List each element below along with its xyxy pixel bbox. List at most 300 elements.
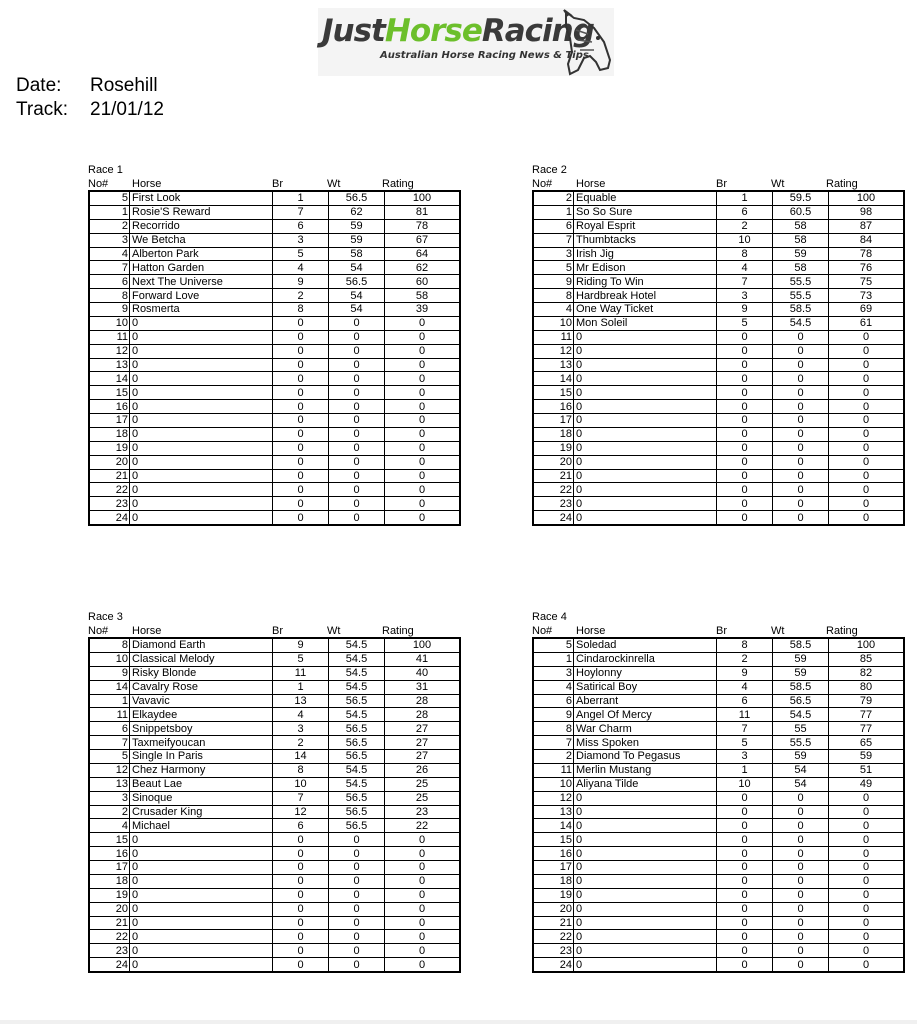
table-row <box>89 833 460 847</box>
cell-weight: 59 <box>773 652 829 666</box>
table-row <box>533 441 904 455</box>
table-row <box>89 386 460 400</box>
table-row <box>533 303 904 317</box>
cell-rating: 22 <box>385 819 461 833</box>
cell-no: 22 <box>89 483 130 497</box>
cell-no: 15 <box>89 386 130 400</box>
cell-no: 23 <box>89 944 130 958</box>
column-header-no: No# <box>532 625 553 637</box>
cell-rating: 0 <box>829 944 905 958</box>
cell-horse: Snippetsboy <box>130 722 273 736</box>
cell-barrier: 1 <box>273 680 329 694</box>
cell-barrier: 0 <box>717 930 773 944</box>
cell-barrier: 0 <box>717 497 773 511</box>
cell-rating: 0 <box>829 455 905 469</box>
cell-rating: 0 <box>829 805 905 819</box>
cell-rating: 78 <box>829 247 905 261</box>
cell-horse: One Way Ticket <box>574 303 717 317</box>
cell-horse: Miss Spoken <box>574 736 717 750</box>
cell-no: 3 <box>89 233 130 247</box>
cell-no: 10 <box>89 316 130 330</box>
cell-rating: 0 <box>829 372 905 386</box>
cell-horse: 0 <box>574 344 717 358</box>
cell-weight: 55.5 <box>773 275 829 289</box>
table-row <box>533 805 904 819</box>
cell-no: 3 <box>533 247 574 261</box>
cell-no: 22 <box>89 930 130 944</box>
table-row <box>89 469 460 483</box>
cell-rating: 0 <box>385 847 461 861</box>
cell-weight: 55.5 <box>773 289 829 303</box>
cell-barrier: 0 <box>273 847 329 861</box>
cell-rating: 0 <box>385 414 461 428</box>
cell-weight: 56.5 <box>329 191 385 205</box>
cell-no: 7 <box>533 736 574 750</box>
cell-horse: 0 <box>130 874 273 888</box>
cell-horse: Vavavic <box>130 694 273 708</box>
cell-barrier: 0 <box>717 791 773 805</box>
cell-no: 9 <box>89 666 130 680</box>
cell-rating: 25 <box>385 777 461 791</box>
cell-barrier: 0 <box>273 483 329 497</box>
cell-weight: 59 <box>773 666 829 680</box>
cell-no: 13 <box>89 358 130 372</box>
table-row <box>89 722 460 736</box>
cell-no: 22 <box>533 483 574 497</box>
table-row <box>89 205 460 219</box>
cell-weight: 54 <box>773 777 829 791</box>
cell-horse: 0 <box>130 930 273 944</box>
cell-rating: 61 <box>829 316 905 330</box>
table-row <box>89 344 460 358</box>
race-label: Race 3 <box>88 611 123 623</box>
cell-weight: 54 <box>329 261 385 275</box>
cell-barrier: 0 <box>717 888 773 902</box>
cell-horse: Chez Harmony <box>130 763 273 777</box>
cell-weight: 54.5 <box>773 708 829 722</box>
cell-barrier: 6 <box>273 819 329 833</box>
cell-rating: 0 <box>385 861 461 875</box>
cell-weight: 54.5 <box>329 666 385 680</box>
table-row <box>89 289 460 303</box>
table-row <box>533 205 904 219</box>
cell-weight: 0 <box>773 400 829 414</box>
cell-rating: 26 <box>385 763 461 777</box>
cell-horse: Thumbtacks <box>574 233 717 247</box>
table-row <box>533 427 904 441</box>
table-row <box>533 944 904 958</box>
cell-no: 7 <box>89 261 130 275</box>
track-value: 21/01/12 <box>90 99 164 120</box>
cell-no: 14 <box>89 680 130 694</box>
cell-horse: Beaut Lae <box>130 777 273 791</box>
cell-weight: 0 <box>773 888 829 902</box>
cell-weight: 54.5 <box>329 680 385 694</box>
cell-barrier: 0 <box>273 511 329 525</box>
cell-barrier: 10 <box>717 233 773 247</box>
cell-horse: Irish Jig <box>574 247 717 261</box>
cell-horse: Recorrido <box>130 219 273 233</box>
column-header-rating: Rating <box>826 625 858 637</box>
cell-no: 15 <box>89 833 130 847</box>
cell-rating: 79 <box>829 694 905 708</box>
cell-barrier: 9 <box>717 666 773 680</box>
cell-no: 23 <box>89 497 130 511</box>
table-row <box>89 400 460 414</box>
cell-rating: 0 <box>829 861 905 875</box>
table-row <box>533 289 904 303</box>
table-row <box>89 958 460 972</box>
cell-barrier: 0 <box>717 861 773 875</box>
cell-weight: 0 <box>329 414 385 428</box>
cell-barrier: 8 <box>273 763 329 777</box>
table-row <box>89 861 460 875</box>
table-row <box>89 944 460 958</box>
cell-barrier: 0 <box>273 372 329 386</box>
cell-horse: 0 <box>574 791 717 805</box>
cell-weight: 0 <box>773 441 829 455</box>
cell-no: 17 <box>89 414 130 428</box>
cell-no: 6 <box>89 722 130 736</box>
cell-no: 14 <box>533 372 574 386</box>
cell-no: 2 <box>89 805 130 819</box>
table-row <box>533 902 904 916</box>
cell-barrier: 1 <box>717 191 773 205</box>
cell-no: 24 <box>89 958 130 972</box>
cell-rating: 0 <box>385 344 461 358</box>
cell-barrier: 10 <box>273 777 329 791</box>
cell-barrier: 2 <box>717 652 773 666</box>
cell-barrier: 5 <box>717 316 773 330</box>
table-row <box>89 330 460 344</box>
column-header-row <box>88 177 437 191</box>
cell-horse: 0 <box>574 888 717 902</box>
cell-no: 20 <box>89 902 130 916</box>
cell-no: 8 <box>89 638 130 652</box>
cell-weight: 56.5 <box>329 736 385 750</box>
cell-no: 18 <box>89 874 130 888</box>
cell-no: 21 <box>533 916 574 930</box>
cell-horse: 0 <box>130 916 273 930</box>
cell-horse: Diamond Earth <box>130 638 273 652</box>
cell-barrier: 9 <box>717 303 773 317</box>
cell-no: 23 <box>533 944 574 958</box>
cell-rating: 82 <box>829 666 905 680</box>
cell-no: 6 <box>89 275 130 289</box>
cell-barrier: 0 <box>273 358 329 372</box>
cell-no: 1 <box>89 205 130 219</box>
site-logo <box>318 8 614 76</box>
cell-horse: So So Sure <box>574 205 717 219</box>
cell-rating: 100 <box>385 191 461 205</box>
table-row <box>533 455 904 469</box>
cell-horse: 0 <box>574 944 717 958</box>
cell-horse: 0 <box>130 441 273 455</box>
table-row <box>533 930 904 944</box>
cell-weight: 54 <box>329 289 385 303</box>
cell-horse: Aliyana Tilde <box>574 777 717 791</box>
page-bottom-edge <box>0 1020 917 1024</box>
cell-barrier: 4 <box>273 708 329 722</box>
cell-no: 21 <box>533 469 574 483</box>
cell-weight: 0 <box>773 511 829 525</box>
cell-horse: Classical Melody <box>130 652 273 666</box>
logo-title: JustHorseRacing <box>322 13 594 49</box>
table-row <box>89 680 460 694</box>
table-row <box>533 861 904 875</box>
cell-weight: 54.5 <box>329 763 385 777</box>
cell-horse: Rosmerta <box>130 303 273 317</box>
table-row <box>533 652 904 666</box>
cell-no: 4 <box>533 680 574 694</box>
table-row <box>533 722 904 736</box>
cell-no: 12 <box>89 344 130 358</box>
cell-barrier: 0 <box>273 427 329 441</box>
cell-weight: 0 <box>329 469 385 483</box>
cell-barrier: 0 <box>717 805 773 819</box>
cell-no: 3 <box>89 791 130 805</box>
cell-horse: 0 <box>574 805 717 819</box>
cell-rating: 0 <box>385 958 461 972</box>
cell-barrier: 0 <box>717 916 773 930</box>
cell-horse: 0 <box>574 414 717 428</box>
cell-horse: 0 <box>574 874 717 888</box>
cell-rating: 31 <box>385 680 461 694</box>
cell-horse: Mon Soleil <box>574 316 717 330</box>
table-row <box>533 233 904 247</box>
cell-weight: 0 <box>773 469 829 483</box>
cell-rating: 98 <box>829 205 905 219</box>
cell-no: 17 <box>533 861 574 875</box>
column-header-br: Br <box>716 178 727 190</box>
cell-no: 21 <box>89 469 130 483</box>
cell-rating: 0 <box>385 316 461 330</box>
cell-weight: 0 <box>329 455 385 469</box>
cell-horse: War Charm <box>574 722 717 736</box>
cell-barrier: 3 <box>717 289 773 303</box>
cell-barrier: 0 <box>717 511 773 525</box>
cell-weight: 0 <box>773 358 829 372</box>
cell-weight: 0 <box>773 386 829 400</box>
cell-no: 12 <box>533 344 574 358</box>
cell-weight: 58 <box>773 261 829 275</box>
cell-horse: Alberton Park <box>130 247 273 261</box>
cell-horse: 0 <box>574 330 717 344</box>
cell-no: 12 <box>533 791 574 805</box>
table-row <box>533 358 904 372</box>
cell-no: 13 <box>89 777 130 791</box>
cell-rating: 0 <box>829 344 905 358</box>
cell-no: 5 <box>89 191 130 205</box>
cell-barrier: 9 <box>273 275 329 289</box>
cell-no: 5 <box>533 261 574 275</box>
cell-weight: 58.5 <box>773 638 829 652</box>
cell-rating: 0 <box>385 930 461 944</box>
table-row <box>533 791 904 805</box>
cell-no: 3 <box>533 666 574 680</box>
cell-rating: 0 <box>385 427 461 441</box>
cell-rating: 0 <box>829 483 905 497</box>
cell-weight: 59 <box>329 233 385 247</box>
cell-rating: 0 <box>829 414 905 428</box>
column-header-row <box>88 624 437 638</box>
table-row <box>533 736 904 750</box>
cell-rating: 75 <box>829 275 905 289</box>
cell-rating: 0 <box>829 930 905 944</box>
cell-rating: 0 <box>829 791 905 805</box>
cell-weight: 0 <box>329 958 385 972</box>
cell-barrier: 5 <box>717 736 773 750</box>
cell-rating: 0 <box>829 386 905 400</box>
cell-horse: 0 <box>130 483 273 497</box>
cell-rating: 77 <box>829 708 905 722</box>
table-row <box>89 930 460 944</box>
cell-weight: 0 <box>773 372 829 386</box>
cell-rating: 23 <box>385 805 461 819</box>
cell-horse: Cindarockinrella <box>574 652 717 666</box>
cell-barrier: 1 <box>273 191 329 205</box>
table-row <box>533 344 904 358</box>
cell-no: 1 <box>533 205 574 219</box>
cell-weight: 0 <box>329 344 385 358</box>
cell-barrier: 3 <box>273 233 329 247</box>
cell-weight: 0 <box>773 819 829 833</box>
cell-barrier: 0 <box>273 414 329 428</box>
cell-barrier: 2 <box>273 736 329 750</box>
cell-no: 7 <box>89 736 130 750</box>
table-row <box>89 414 460 428</box>
cell-rating: 0 <box>829 902 905 916</box>
cell-rating: 0 <box>385 888 461 902</box>
cell-weight: 54 <box>773 763 829 777</box>
cell-no: 9 <box>89 303 130 317</box>
cell-no: 1 <box>533 652 574 666</box>
race-label: Race 2 <box>532 164 567 176</box>
cell-weight: 0 <box>329 386 385 400</box>
cell-rating: 65 <box>829 736 905 750</box>
cell-no: 14 <box>533 819 574 833</box>
cell-horse: 0 <box>574 819 717 833</box>
cell-no: 8 <box>89 289 130 303</box>
cell-rating: 0 <box>385 874 461 888</box>
race-table <box>532 637 905 973</box>
table-row <box>89 805 460 819</box>
table-row <box>89 847 460 861</box>
table-row <box>89 441 460 455</box>
cell-weight: 0 <box>329 483 385 497</box>
cell-weight: 0 <box>329 944 385 958</box>
cell-rating: 100 <box>829 638 905 652</box>
table-row <box>89 511 460 525</box>
cell-horse: 0 <box>130 330 273 344</box>
cell-no: 19 <box>533 441 574 455</box>
cell-no: 18 <box>89 427 130 441</box>
table-row <box>533 916 904 930</box>
cell-weight: 0 <box>773 958 829 972</box>
cell-horse: 0 <box>574 386 717 400</box>
cell-rating: 0 <box>385 511 461 525</box>
cell-rating: 28 <box>385 708 461 722</box>
cell-horse: 0 <box>574 847 717 861</box>
table-row <box>533 386 904 400</box>
cell-no: 20 <box>89 455 130 469</box>
cell-weight: 0 <box>329 874 385 888</box>
cell-horse: 0 <box>130 358 273 372</box>
table-row <box>533 219 904 233</box>
cell-barrier: 0 <box>273 441 329 455</box>
cell-barrier: 0 <box>717 372 773 386</box>
cell-horse: 0 <box>130 511 273 525</box>
cell-no: 2 <box>533 191 574 205</box>
cell-rating: 49 <box>829 777 905 791</box>
cell-rating: 0 <box>829 888 905 902</box>
cell-weight: 0 <box>773 455 829 469</box>
cell-horse: 0 <box>574 958 717 972</box>
cell-rating: 0 <box>829 511 905 525</box>
column-header-rating: Rating <box>382 178 414 190</box>
column-header-wt: Wt <box>771 625 785 637</box>
table-row <box>89 191 460 205</box>
cell-rating: 0 <box>829 819 905 833</box>
column-header-horse: Horse <box>576 625 606 637</box>
cell-weight: 0 <box>773 497 829 511</box>
column-header-no: No# <box>532 178 553 190</box>
table-row <box>89 483 460 497</box>
cell-weight: 0 <box>773 916 829 930</box>
cell-weight: 58 <box>773 233 829 247</box>
table-row <box>89 708 460 722</box>
cell-weight: 58.5 <box>773 303 829 317</box>
cell-no: 20 <box>533 902 574 916</box>
cell-horse: Hardbreak Hotel <box>574 289 717 303</box>
table-row <box>89 427 460 441</box>
cell-no: 4 <box>533 303 574 317</box>
cell-barrier: 0 <box>717 958 773 972</box>
table-row <box>533 316 904 330</box>
cell-rating: 0 <box>829 400 905 414</box>
cell-weight: 0 <box>329 847 385 861</box>
cell-horse: Angel Of Mercy <box>574 708 717 722</box>
cell-barrier: 4 <box>717 261 773 275</box>
table-row <box>533 511 904 525</box>
table-row <box>89 819 460 833</box>
table-row <box>533 638 904 652</box>
cell-rating: 84 <box>829 233 905 247</box>
race-table <box>88 190 461 526</box>
cell-horse: 0 <box>130 861 273 875</box>
cell-horse: Rosie'S Reward <box>130 205 273 219</box>
cell-barrier: 4 <box>273 261 329 275</box>
cell-horse: 0 <box>130 944 273 958</box>
cell-horse: 0 <box>130 469 273 483</box>
cell-rating: 0 <box>829 469 905 483</box>
cell-no: 4 <box>89 247 130 261</box>
cell-barrier: 7 <box>273 791 329 805</box>
cell-no: 16 <box>89 400 130 414</box>
cell-weight: 0 <box>773 791 829 805</box>
cell-no: 18 <box>533 427 574 441</box>
cell-rating: 0 <box>829 874 905 888</box>
cell-horse: 0 <box>574 833 717 847</box>
cell-barrier: 0 <box>717 427 773 441</box>
cell-weight: 0 <box>773 944 829 958</box>
cell-rating: 64 <box>385 247 461 261</box>
cell-barrier: 0 <box>717 386 773 400</box>
race-table <box>88 637 461 973</box>
cell-horse: 0 <box>574 861 717 875</box>
cell-barrier: 7 <box>717 722 773 736</box>
cell-barrier: 0 <box>717 330 773 344</box>
